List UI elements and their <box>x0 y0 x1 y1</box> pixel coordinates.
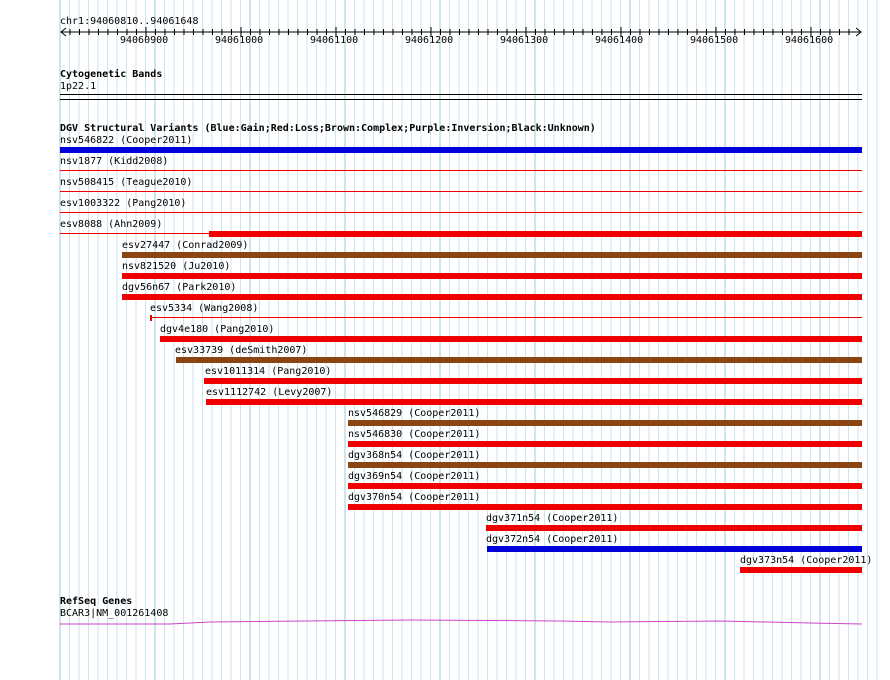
dgv-variant-label: nsv1877 (Kidd2008) <box>60 156 169 167</box>
dgv-variant-label: dgv369n54 (Cooper2011) <box>348 471 481 482</box>
cytoband-line-bottom <box>60 99 862 100</box>
dgv-variant-label: dgv370n54 (Cooper2011) <box>348 492 481 503</box>
dgv-variant-bar[interactable] <box>348 420 862 426</box>
dgv-variant-label: nsv821520 (Ju2010) <box>122 261 231 272</box>
ruler-tick-label: 94061100 <box>310 35 359 46</box>
refseq-gene-feature[interactable] <box>0 615 890 631</box>
dgv-variant-bar[interactable] <box>348 441 862 447</box>
ruler-tick-label: 94061200 <box>405 35 454 46</box>
dgv-variant-bar[interactable] <box>60 147 862 153</box>
dgv-variant-feature-line <box>60 170 862 171</box>
dgv-variant-label: nsv508415 (Teague2010) <box>60 177 193 188</box>
dgv-variant-label: dgv373n54 (Cooper2011) <box>740 555 873 566</box>
dgv-variant-feature-line <box>60 191 862 192</box>
gene-model-line <box>60 620 862 624</box>
dgv-variant-bar[interactable] <box>486 525 862 531</box>
ruler-axis <box>0 0 890 60</box>
dgv-variant-bar[interactable] <box>122 294 862 300</box>
dgv-variant-bar[interactable] <box>348 504 862 510</box>
ruler-tick-label: 94061600 <box>785 35 834 46</box>
dgv-variant-bar[interactable] <box>160 336 862 342</box>
ruler-tick-label: 94060900 <box>120 35 169 46</box>
dgv-variant-label: nsv546829 (Cooper2011) <box>348 408 481 419</box>
dgv-variant-label: nsv546830 (Cooper2011) <box>348 429 481 440</box>
ruler-tick-label: 94061500 <box>690 35 739 46</box>
ruler-tick-label: 94061300 <box>500 35 549 46</box>
dgv-variant-bar[interactable] <box>209 231 862 237</box>
refseq-track-title: RefSeq Genes <box>60 596 133 607</box>
dgv-variant-label: esv27447 (Conrad2009) <box>122 240 249 251</box>
cytoband-track-title: Cytogenetic Bands <box>60 69 163 80</box>
dgv-variant-label: dgv368n54 (Cooper2011) <box>348 450 481 461</box>
dgv-variant-bar[interactable] <box>348 483 862 489</box>
dgv-variant-label: nsv546822 (Cooper2011) <box>60 135 193 146</box>
ruler-tick-label: 94061400 <box>595 35 644 46</box>
dgv-variant-label: esv1003322 (Pang2010) <box>60 198 187 209</box>
dgv-variant-bar[interactable] <box>122 252 862 258</box>
dgv-variant-label: esv1011314 (Pang2010) <box>205 366 332 377</box>
dgv-variant-bar[interactable] <box>150 315 152 321</box>
dgv-variant-label: dgv56n67 (Park2010) <box>122 282 237 293</box>
cytoband-line-top <box>60 94 862 95</box>
dgv-variant-connector-line <box>150 317 862 318</box>
refseq-gene-label: BCAR3|NM_001261408 <box>60 608 169 619</box>
dgv-variant-feature-line <box>60 212 862 213</box>
dgv-variant-label: dgv372n54 (Cooper2011) <box>486 534 619 545</box>
dgv-variant-bar[interactable] <box>487 546 862 552</box>
dgv-variant-bar[interactable] <box>204 378 862 384</box>
dgv-variant-label: dgv371n54 (Cooper2011) <box>486 513 619 524</box>
dgv-variant-bar[interactable] <box>206 399 862 405</box>
dgv-variant-bar[interactable] <box>740 567 862 573</box>
dgv-variant-bar[interactable] <box>122 273 862 279</box>
dgv-variant-label: esv5334 (Wang2008) <box>150 303 259 314</box>
dgv-variant-bar[interactable] <box>348 462 862 468</box>
dgv-variant-label: dgv4e180 (Pang2010) <box>160 324 275 335</box>
dgv-variant-connector-line <box>60 233 209 234</box>
ruler-tick-label: 94061000 <box>215 35 264 46</box>
dgv-variant-label: esv1112742 (Levy2007) <box>206 387 333 398</box>
dgv-variant-label: esv8088 (Ahn2009) <box>60 219 163 230</box>
coordinate-label: chr1:94060810..94061648 <box>60 16 199 27</box>
dgv-track-title: DGV Structural Variants (Blue:Gain;Red:Loss;Brown:Complex;Purple:Inversion;Black:Unknown) <box>60 123 596 134</box>
cytoband-label: 1p22.1 <box>60 81 97 92</box>
dgv-variant-label: esv33739 (deSmith2007) <box>175 345 308 356</box>
dgv-variant-bar[interactable] <box>176 357 862 363</box>
